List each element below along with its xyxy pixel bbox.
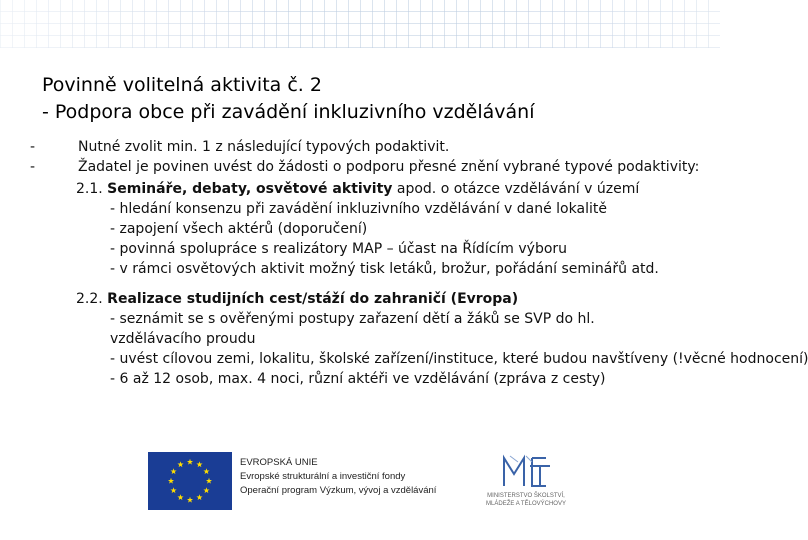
title-line-2: - Podpora obce při zavádění inkluzivního vzdělávání — [42, 101, 535, 123]
eu-logo-text — [240, 456, 436, 498]
bullet-item-2 — [30, 157, 700, 177]
slide-content — [30, 137, 808, 389]
list-item: - v rámci osvětových aktivit možný tisk letáků, brožur, pořádání seminářů atd. — [110, 261, 659, 277]
title-line-1: Povinně volitelná aktivita č. 2 — [42, 74, 322, 96]
bullet-dash: - — [30, 159, 36, 175]
eu-line-2: Evropské strukturální a investiční fondy — [240, 471, 406, 482]
msmt-logo — [474, 452, 578, 510]
msmt-logo-icon — [474, 452, 578, 492]
subsection-2-2-heading — [30, 289, 682, 309]
subsection-heading-bold: Semináře, debaty, osvětové aktivity — [107, 181, 393, 197]
subsection-heading-bold: Realizace studijních cest/stáží do zahraničí (Evropa) — [107, 291, 519, 307]
subsection-number: 2.1. — [76, 181, 103, 197]
subsection-number: 2.2. — [76, 291, 103, 307]
eu-line-3: Operační program Výzkum, vývoj a vzdělávání — [240, 485, 437, 496]
footer-logos — [148, 452, 578, 512]
slide-title — [42, 72, 682, 126]
list-item — [30, 309, 682, 349]
eu-flag-icon — [148, 452, 232, 510]
msmt-line-1: MINISTERSTVO ŠKOLSTVÍ, — [487, 493, 565, 499]
list-item-text: - uvést cílovou zemi, lokalitu, školské zařízení/instituce, které budou navštíveny (!věcné hodnocení) — [110, 351, 808, 367]
msmt-logo-text — [474, 492, 578, 508]
eu-line-1: EVROPSKÁ UNIE — [240, 457, 318, 468]
list-item-text: - seznámit se s ověřenými postupy zařazení dětí a žáků se SVP do hl. vzdělávacího proudu — [110, 311, 595, 347]
subsection-2-1-heading — [30, 179, 682, 199]
bullet-item-1 — [30, 137, 682, 157]
bullet-dash: - — [30, 139, 36, 155]
msmt-line-2: MLÁDEŽE A TĚLOVÝCHOVY — [486, 501, 566, 507]
list-item: - 6 až 12 osob, max. 4 noci, různí aktéři ve vzdělávání (zpráva z cesty) — [110, 371, 606, 387]
list-item — [30, 349, 808, 369]
subsection-heading-rest: apod. o otázce vzdělávání v území — [392, 181, 640, 197]
bullet-text-1: Nutné zvolit min. 1 z následující typových podaktivit. — [78, 139, 450, 155]
list-item: - hledání konsenzu při zavádění inkluzivního vzdělávání v dané lokalitě — [110, 201, 607, 217]
list-item: - zapojení všech aktérů (doporučení) — [110, 221, 368, 237]
list-item: - povinná spolupráce s realizátory MAP – účast na Řídícím výboru — [110, 241, 568, 257]
bullet-text-2: Žadatel je povinen uvést do žádosti o podporu přesné znění vybrané typové podaktivity: — [78, 159, 700, 175]
header-fade — [0, 0, 720, 48]
